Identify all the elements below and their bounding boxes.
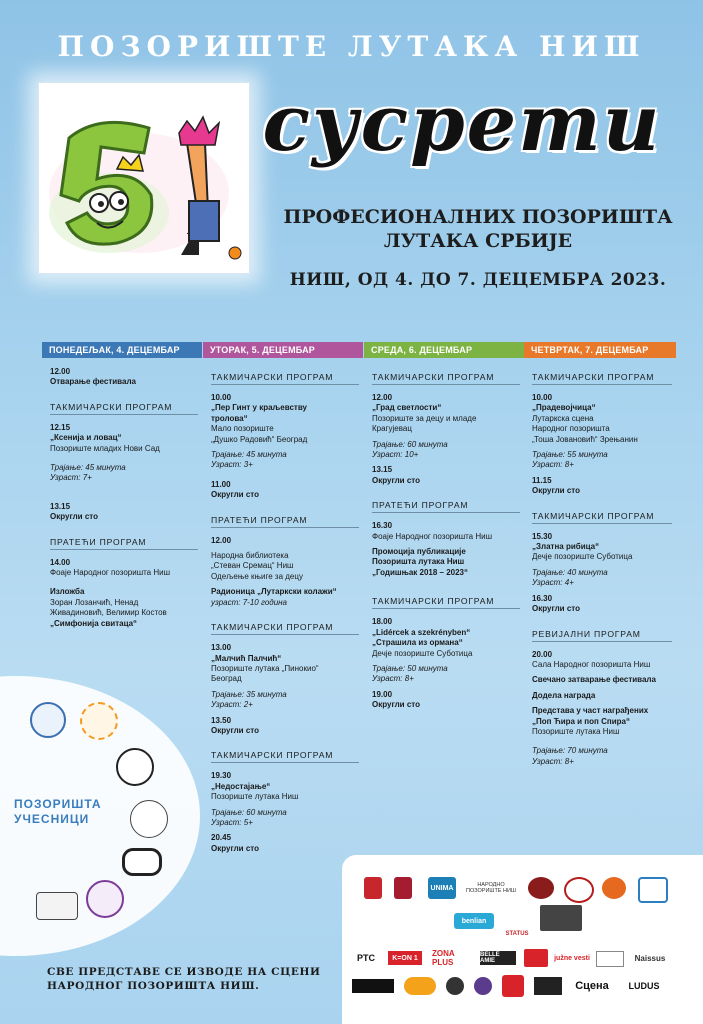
show-age: Узраст: 8+	[372, 674, 414, 684]
event-age: узраст: 7-10 година	[211, 597, 287, 607]
section-heading: ТАКМИЧАРСКИ ПРОГРАМ	[211, 372, 359, 385]
show-duration: Трајање: 50 минута	[372, 663, 448, 673]
event-authors: Живадиновић, Велимир Костов	[50, 608, 167, 618]
event-title: Округли сто	[372, 700, 420, 710]
participants-label	[14, 797, 124, 827]
poster-header-title: ПОЗОРИШТЕ ЛУТАКА НИШ	[57, 30, 646, 63]
koncert-logo: K=ON 1	[388, 951, 422, 965]
show-age: Узраст: 4+	[532, 578, 574, 588]
event-time: 11.15	[532, 475, 552, 485]
partner-logo-black	[352, 979, 394, 993]
show-theatre: Дечје позориште Суботица	[372, 648, 473, 658]
show-theatre: Лутаркска сцена	[532, 413, 594, 423]
belle-amie-logo: BELLE AMIE	[480, 951, 516, 965]
event-title: Округли сто	[532, 486, 580, 496]
event-title: Округли сто	[50, 512, 98, 522]
event-time: 20.45	[211, 833, 232, 843]
section-heading: ТАКМИЧАРСКИ ПРОГРАМ	[211, 622, 359, 635]
section-heading: ТАКМИЧАРСКИ ПРОГРАМ	[372, 596, 520, 609]
event-title: Свечано затварање фестивала	[532, 675, 656, 685]
show-theatre: Народног позоришта	[532, 424, 610, 434]
day-header-wednesday: СРЕДА, 6. ДЕЦЕМБАР	[364, 342, 524, 358]
event-title: Округли сто	[211, 490, 259, 500]
theatre-logo-novi-sad	[30, 702, 66, 738]
show-theatre: Крагујевац	[372, 424, 412, 434]
day-header-thursday: ЧЕТВРТАК, 7. ДЕЦЕМБАР	[524, 342, 676, 358]
event-time: 19.30	[211, 771, 232, 781]
show-title: „Поп Ћира и поп Спира“	[532, 716, 630, 726]
section-heading: ТАКМИЧАРСКИ ПРОГРАМ	[211, 750, 359, 763]
event-title: Изложба	[50, 587, 85, 597]
event-time: 16.30	[532, 593, 553, 603]
show-title: Представа у част награђених	[532, 706, 649, 716]
subtitle-line-2: ЛУТАКА СРБИЈЕ	[383, 230, 573, 252]
show-duration: Трајање: 35 минута	[211, 689, 287, 699]
show-theatre: Мало позориште	[211, 424, 274, 434]
show-age: Узраст: 10+	[372, 450, 419, 460]
event-time: 18.00	[372, 617, 393, 627]
day-header-tuesday: УТОРАК, 5. ДЕЦЕМБАР	[203, 342, 363, 358]
event-title: Радионица „Лутаркски колажи“	[211, 587, 337, 597]
show-title: „Страшила из ормана“	[372, 638, 463, 648]
day-header-monday: ПОНЕДЕЉАК, 4. ДЕЦЕМБАР	[42, 342, 202, 358]
event-place: „Стеван Сремац“ Ниш	[211, 561, 294, 571]
show-duration: Трајање: 60 минута	[372, 439, 448, 449]
event-title: Округли сто	[211, 843, 259, 853]
event-time: 16.30	[372, 521, 393, 531]
show-theatre: Дечје позориште Суботица	[532, 552, 633, 562]
partner-logo-red	[524, 949, 548, 967]
event-time: 14.00	[50, 557, 71, 567]
show-theatre: „Тоша Јовановић“ Зрењанин	[532, 434, 638, 444]
event-title: Додела награда	[532, 690, 596, 700]
benlian-logo: benlian	[454, 913, 494, 929]
participants-label-line-1: ПОЗОРИШТА	[14, 797, 102, 811]
event-time: 12.00	[50, 367, 71, 376]
event-authors: Зоран Лозанчић, Ненад	[50, 597, 139, 607]
juzne-vesti-logo: južne vesti	[554, 954, 590, 962]
show-duration: Трајање: 60 минута	[211, 807, 287, 817]
national-theatre-logo: НАРОДНО ПОЗОРИШТЕ НИШ	[466, 882, 516, 894]
theatre-logo-dusko-radovic	[80, 702, 118, 740]
event-time: 20.00	[532, 649, 553, 659]
section-heading: ПРАТЕЋИ ПРОГРАМ	[211, 515, 359, 528]
participants-label-line-2: УЧЕСНИЦИ	[14, 812, 90, 826]
event-place: Фоаје Народног позоришта Ниш	[372, 531, 493, 541]
event-time: 10.00	[211, 393, 232, 402]
festival-name: сусрети	[262, 78, 662, 169]
event-time: 13.50	[211, 715, 232, 725]
show-age: Узраст: 2+	[211, 700, 253, 710]
show-age: Узраст: 8+	[532, 756, 574, 766]
event-title: Округли сто	[532, 604, 580, 614]
theatre-logo-zrenjanin	[36, 892, 78, 920]
festival-dates: НИШ, ОД 4. ДО 7. ДЕЦЕМБРА 2023.	[289, 270, 667, 290]
event-time: 12.00	[372, 393, 393, 402]
scena-logo: Сцена	[575, 980, 609, 992]
event-time: 11.00	[211, 479, 231, 489]
event-time: 12.15	[50, 422, 71, 432]
show-theatre: Позориште младих Нови Сад	[50, 443, 160, 453]
partner-logo-round-5	[474, 977, 492, 995]
footer-note-line-2: НАРОДНОГ ПОЗОРИШТА НИШ.	[47, 980, 260, 992]
theatre-logo-kragujevac	[122, 848, 162, 876]
partner-logo-round-4	[446, 977, 464, 995]
event-time: 10.00	[532, 393, 553, 402]
section-heading: ТАКМИЧАРСКИ ПРОГРАМ	[50, 402, 198, 415]
show-age: Узраст: 7+	[50, 473, 92, 483]
nis-coat-of-arms-icon	[394, 877, 412, 899]
show-title: „Малчић Палчић“	[211, 653, 282, 663]
schedule-column-wednesday	[364, 342, 524, 711]
event-time: 15.30	[532, 531, 553, 541]
show-duration: Трајање: 70 минута	[532, 746, 608, 756]
partner-logo-round-3	[602, 877, 626, 899]
event-place: Сала Народног позоришта Ниш	[532, 659, 651, 669]
event-place: Народна библиотека	[211, 551, 289, 561]
show-title: „Lidércek a szekrényben“	[372, 627, 471, 637]
festival-logo	[38, 82, 250, 274]
footer-note-line-1: СВЕ ПРЕДСТАВЕ СЕ ИЗВОДЕ НА СЦЕНИ	[47, 966, 321, 978]
show-age: Узраст: 5+	[211, 817, 253, 827]
section-heading: ПРАТЕЋИ ПРОГРАМ	[50, 537, 198, 550]
partner-logo-skc	[638, 877, 668, 903]
show-theatre: Позориште лутака Ниш	[532, 726, 620, 736]
event-time: 13.00	[211, 643, 232, 653]
show-duration: Трајање: 45 минута	[50, 463, 126, 473]
event-title: Позоришта лутака Ниш	[372, 557, 465, 567]
unima-logo: UNIMA	[428, 877, 456, 899]
theatre-logo-subotica	[86, 880, 124, 918]
serbia-coat-of-arms-icon	[364, 877, 382, 899]
show-theatre: Позориште лутака Ниш	[211, 792, 299, 802]
event-time: 13.15	[50, 501, 71, 511]
show-age: Узраст: 3+	[211, 460, 253, 470]
theatre-logo-nis	[130, 800, 168, 838]
show-theatre: Позориште за децу и младе	[372, 413, 477, 423]
zona-plus-logo: ZONA PLUS	[432, 949, 455, 967]
show-title: тролова“	[211, 413, 248, 423]
show-title: „Пер Гинт у краљевству	[211, 403, 307, 413]
partner-logo-yellow	[404, 977, 436, 995]
event-time: 12.00	[211, 535, 232, 545]
schedule-column-monday	[42, 342, 202, 629]
partner-logo-round-2	[564, 877, 594, 903]
show-theatre: Позориште лутака „Пинокио“	[211, 663, 319, 673]
ludus-logo: LUDUS	[628, 981, 660, 991]
show-title: „Златна рибица“	[532, 542, 600, 552]
partner-logo-black-2	[534, 977, 562, 995]
event-title: Отварање фестивала	[50, 377, 136, 387]
status-logo: STATUS	[505, 931, 529, 937]
partner-logo-2018	[596, 951, 624, 967]
event-title: „Симфонија свитаца“	[50, 618, 138, 628]
event-time: 13.15	[372, 465, 393, 475]
section-heading: ПРАТЕЋИ ПРОГРАМ	[372, 500, 520, 513]
event-place: Фоаје Народног позоришта Ниш	[50, 568, 171, 578]
show-duration: Трајање: 55 минута	[532, 450, 608, 460]
event-time: 19.00	[372, 689, 393, 699]
festival-mascot-illustration	[39, 83, 249, 273]
partner-logo-red-2	[502, 975, 524, 997]
footer-note	[47, 965, 347, 993]
section-heading: ТАКМИЧАРСКИ ПРОГРАМ	[532, 372, 672, 385]
subtitle-line-1: ПРОФЕСИОНАЛНИХ ПОЗОРИШТА	[283, 206, 673, 228]
section-heading: РЕВИЈАЛНИ ПРОГРАМ	[532, 629, 672, 642]
partner-logo-round-1	[528, 877, 554, 899]
event-title: Промоција публикације	[372, 547, 466, 557]
section-heading: ТАКМИЧАРСКИ ПРОГРАМ	[532, 511, 672, 524]
event-title: Округли сто	[211, 725, 259, 735]
show-title: „Ксенија и ловац“	[50, 433, 122, 443]
show-theatre: „Душко Радовић“ Београд	[211, 434, 308, 444]
sponsors-panel	[342, 855, 703, 1024]
theatre-logo-pinokio	[116, 748, 154, 786]
show-duration: Трајање: 45 минута	[211, 450, 287, 460]
event-place: Одељење књиге за децу	[211, 571, 303, 581]
rts-logo: PTC	[357, 953, 375, 963]
schedule-column-thursday	[524, 342, 676, 767]
section-heading: ТАКМИЧАРСКИ ПРОГРАМ	[372, 372, 520, 385]
schedule-column-tuesday	[203, 342, 363, 854]
show-duration: Трајање: 40 минута	[532, 567, 608, 577]
show-title: „Град светлости“	[372, 403, 442, 413]
event-title: Округли сто	[372, 475, 420, 485]
naissus-logo: Naissus	[634, 953, 666, 963]
show-age: Узраст: 8+	[532, 460, 574, 470]
show-title: „Прадевојчица“	[532, 403, 596, 413]
show-theatre: Београд	[211, 674, 242, 684]
show-title: „Недостајање“	[211, 781, 271, 791]
partner-logo-dark	[540, 905, 582, 931]
event-title: „Годишњак 2018 – 2023“	[372, 567, 468, 577]
